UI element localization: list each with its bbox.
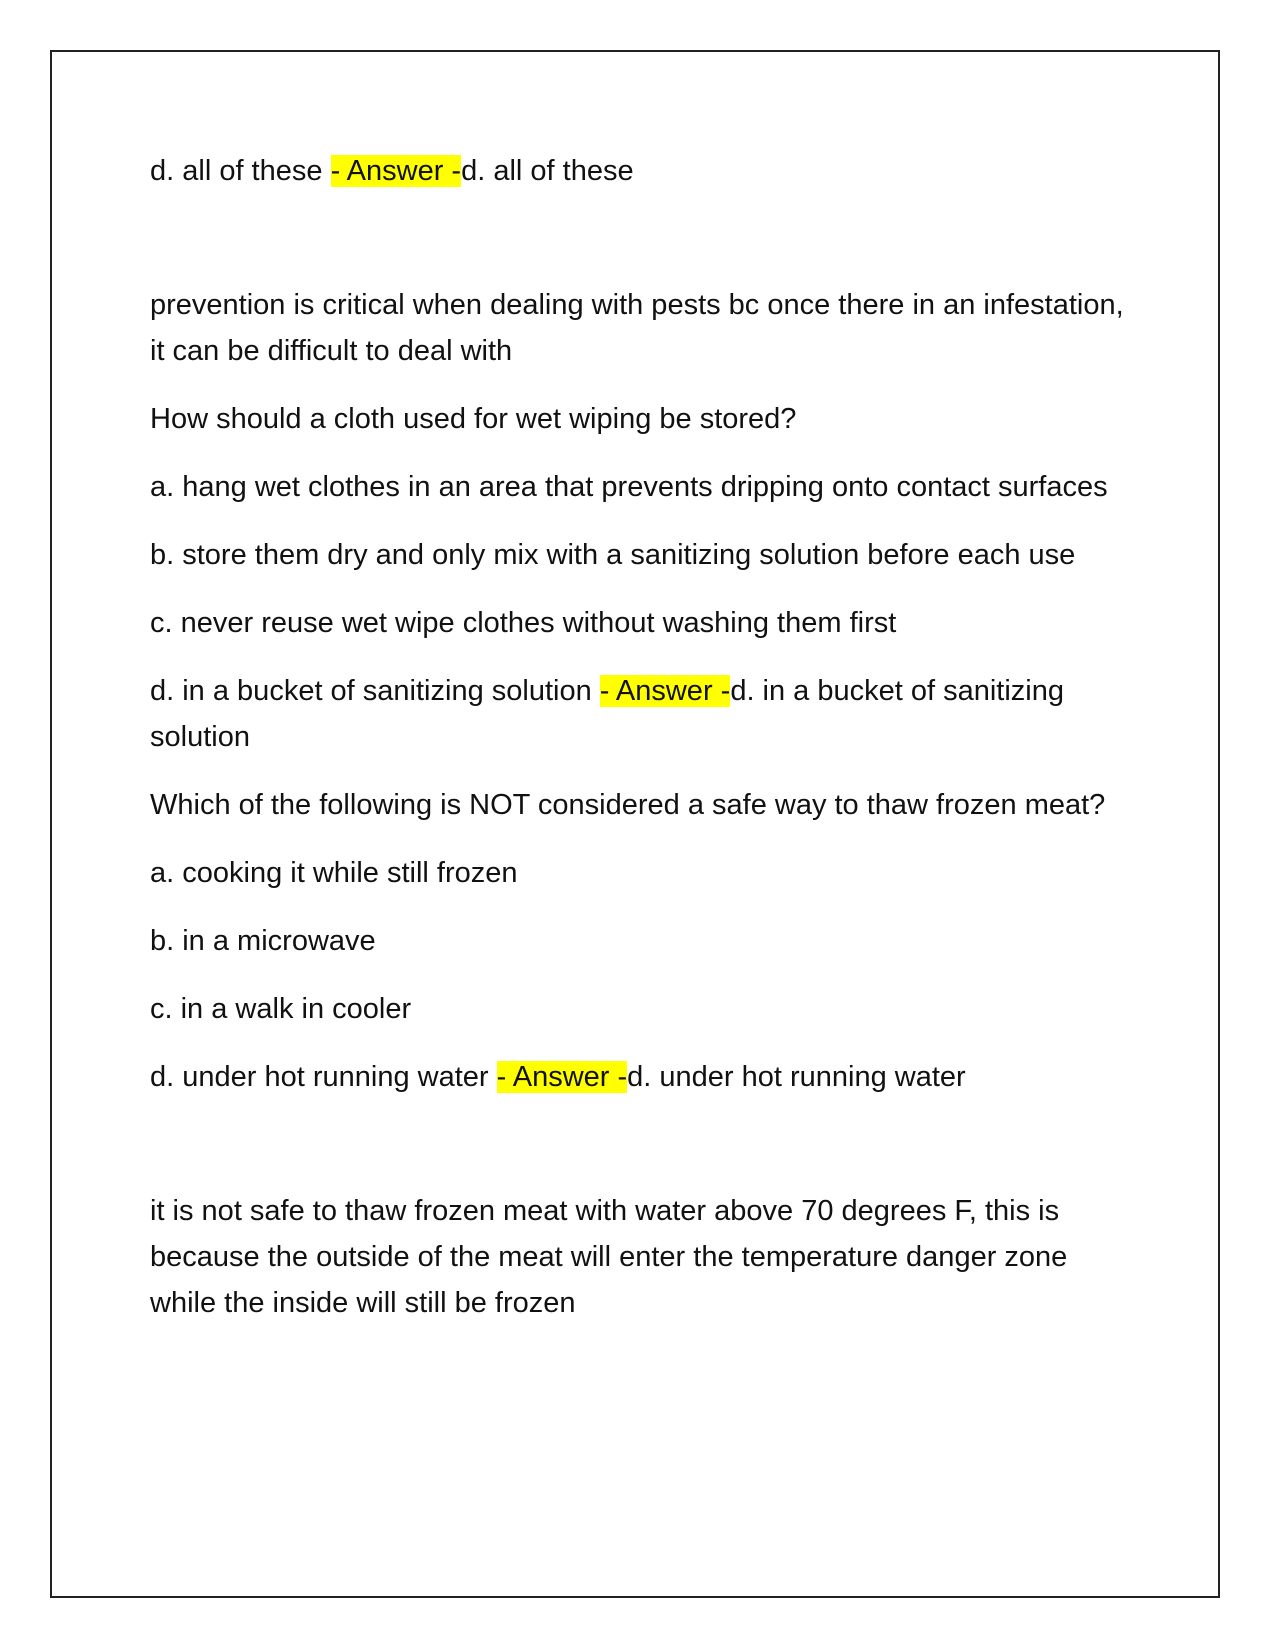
answer-line-all-of-these: [150, 148, 1125, 194]
option-text: d. all of these: [150, 155, 331, 187]
answer-highlight: - Answer -: [599, 675, 731, 707]
option-c: c. in a walk in cooler: [150, 993, 412, 1025]
answer-line-sanitizing: [150, 668, 1125, 760]
option-text: d. in a bucket of sanitizing solution: [150, 675, 600, 707]
answer-text: d. in a bucket of sanitizing solution: [150, 675, 1065, 753]
option-a: a. hang wet clothes in an area that prevents dripping onto contact surfaces: [150, 471, 1108, 503]
option-b: b. store them dry and only mix with a sanitizing solution before each use: [150, 539, 1076, 571]
option-b: b. in a microwave: [150, 925, 376, 957]
option-a: a. cooking it while still frozen: [150, 857, 518, 889]
answer-highlight: - Answer -: [496, 1061, 628, 1093]
question-wet-cloth: How should a cloth used for wet wiping be stored?: [150, 403, 797, 435]
answer-text: d. all of these: [461, 155, 634, 187]
question-thaw-meat: Which of the following is NOT considered a safe way to thaw frozen meat?: [150, 789, 1106, 821]
explanation-thaw: it is not safe to thaw frozen meat with water above 70 degrees F, this is because the outside of the meat will enter the temperature danger zone while the inside will still be frozen: [150, 1195, 1068, 1319]
explanation-pests: prevention is critical when dealing with pests bc once there in an infestation, it can be difficult to deal with: [150, 289, 1124, 367]
option-c: c. never reuse wet wipe clothes without washing them first: [150, 607, 897, 639]
document-body: [150, 148, 1125, 1326]
answer-text: d. under hot running water: [627, 1061, 966, 1093]
answer-highlight: - Answer -: [330, 155, 462, 187]
answer-line-hot-water: [150, 1054, 1125, 1100]
option-text: d. under hot running water: [150, 1061, 497, 1093]
